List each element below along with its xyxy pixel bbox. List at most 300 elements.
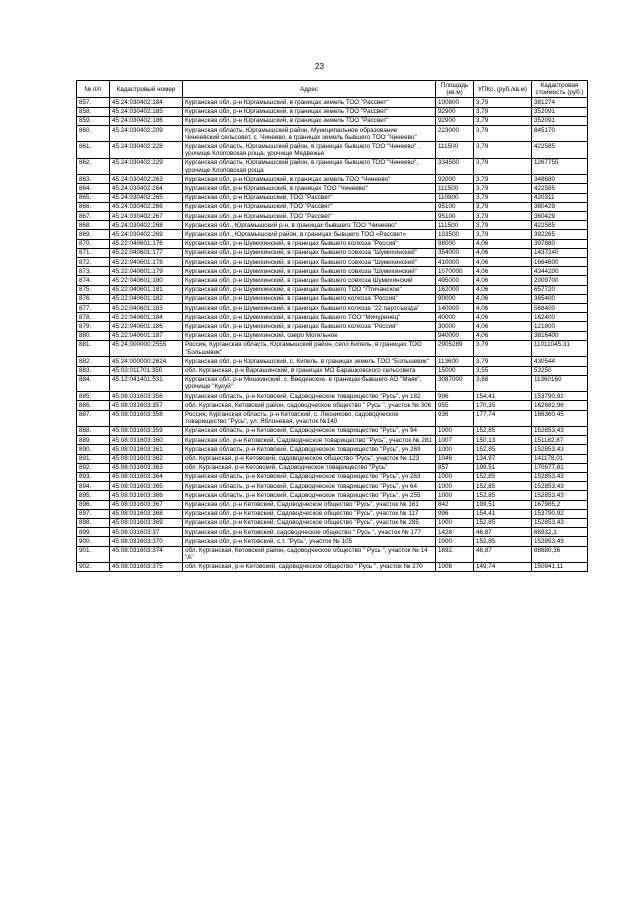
cell-upks: 3,79 [474,142,532,158]
cell-cadastral-number: 45:22:040601:186 [110,322,183,331]
cell-area: 1000 [436,482,474,491]
table-row [77,426,588,435]
cell-upks: 4,06 [474,304,532,313]
cell-area: 1000 [436,445,474,454]
cell-number: 863. [77,175,110,184]
cell-number: 865. [77,193,110,202]
table-row [77,491,588,500]
cell-address: Курганская обл, р-н Шумихинский, в границах бывшего совхоза Шумихинский [183,276,436,285]
cell-number: 899. [77,528,110,537]
cell-upks: 152,85 [474,518,532,527]
cell-upks: 3,79 [474,126,532,142]
page-number: 23 [315,62,324,71]
table-row [77,285,588,294]
cell-number: 897. [77,509,110,518]
cell-number: 888. [77,426,110,435]
table-row [77,175,588,184]
cell-number: 862. [77,158,110,174]
cell-address: Курганская обл, р-н Кетовский, Садоводческое общество "Русь", участок № 117 [183,509,436,518]
cell-number: 858. [77,107,110,116]
cell-address: Курганская обл, р-н Юргамышский, в границах земель ТОО "Чинеево" [183,175,436,184]
cell-upks: 3,79 [474,116,532,125]
cell-cadastral-cost: 397880 [532,239,588,248]
table-row [77,463,588,472]
cell-cadastral-number: 45:03:011701:350 [110,366,183,375]
cell-address: Курганская обл, р-н Шумихинский, в границах бывшего совхоза "Шумихинский" [183,267,436,276]
cell-number: 857. [77,98,110,107]
cell-address: Курганская область, Юргамышский район, в границах бывшего ТОО "Чинеево" , урочище Клоповская роща, урочище Медвежье [183,142,436,158]
cell-number: 867. [77,212,110,221]
table-row [77,445,588,454]
cell-upks: 177,74 [474,410,532,426]
cell-area: 100800 [436,98,474,107]
cell-upks: 3,79 [474,175,532,184]
cell-address: Курганская область, р-н Кетовский, Садоводческое товарищество "Русь", уч 64 [183,482,436,491]
cell-cadastral-number: 45:22:040601:183 [110,304,183,313]
cell-cadastral-cost: 381274 [532,98,588,107]
table-row [77,357,588,366]
cell-cadastral-cost: 422585 [532,221,588,230]
cell-cadastral-cost: 121800 [532,322,588,331]
cell-upks: 46,87 [474,546,532,562]
cell-address: Курганская обл, р-н Юргамышский, в границах земель ТОО "Рассвет" [183,98,436,107]
cell-upks: 3,79 [474,230,532,239]
cell-address: Курганская область, р-н Кетовский, Садоводческое товарищество "Русь", уч 94 [183,426,436,435]
cell-cadastral-number: 45:24:030402:209 [110,126,183,142]
table-row [77,436,588,445]
cell-area: 1000 [436,491,474,500]
header-upks: УПКс. (руб./кв.м) [474,81,532,98]
cell-cadastral-cost: 4344200 [532,267,588,276]
cell-number: 874. [77,276,110,285]
cell-cadastral-number: 45:08:031603:363 [110,463,183,472]
cell-number: 885. [77,392,110,401]
cell-area: 103500 [436,230,474,239]
cell-area: 857 [436,463,474,472]
cell-upks: 149,74 [474,562,532,571]
cell-area: 996 [436,392,474,401]
table-row [77,158,588,174]
cell-address: Курганская обл, р-н Юргамышский, ТОО "Рассвет" [183,202,436,211]
cell-area: 111500 [436,221,474,230]
table-row [77,212,588,221]
cell-cadastral-number: 45:08:031603:358 [110,410,183,426]
cell-number: 891. [77,454,110,463]
cell-number: 864. [77,184,110,193]
cell-address: Курганская обл, р-н Юргамышский, в границах земель ТОО "Рассвет" [183,116,436,125]
cell-upks: 152,85 [474,472,532,481]
cell-number: 879. [77,322,110,331]
cell-cadastral-cost: 568400 [532,304,588,313]
cell-cadastral-number: 45:22:040601:177 [110,248,183,257]
table-row [77,107,588,116]
cell-upks: 4,06 [474,248,532,257]
cell-address: Курганская обл, р-н Кетовский, садоводческое общество " Русь ", участок № 177 [183,528,436,537]
table-row [77,116,588,125]
cell-upks: 4,06 [474,285,532,294]
cell-address: Курганская обл, р-н Шумихинский, в границах бывшего ТОО "Птичанское" [183,285,436,294]
cell-upks: 3,79 [474,202,532,211]
cell-cadastral-number: 45:08:031603:370 [110,537,183,546]
cell-cadastral-cost: 152853,43 [532,482,588,491]
cell-address: Россия, Курганская область, р-н Кетовский, с. Лесниково, садоводческое товарищество "Русь", ул. Яблоневая, участок №140 [183,410,436,426]
cell-address: Курганская обл, р-н Юргамышский, в границах ТОО "Чинеево" [183,184,436,193]
cell-address: Курганская область, р-н Кетовский, Садоводческое товарищество "Русь", уч 269 [183,445,436,454]
cell-upks: 134,97 [474,454,532,463]
cell-cadastral-number: 45:12:041401:531 [110,375,183,391]
table-row [77,248,588,257]
cell-number: 887. [77,410,110,426]
cell-cadastral-cost: 162682,96 [532,401,588,410]
cell-number: 895. [77,491,110,500]
cell-cadastral-number: 45:08:031603:368 [110,509,183,518]
cell-address: Курганская область, р-н Кетовский, Садоводческое товарищество "Русь", уч 263 [183,472,436,481]
cell-area: 90000 [436,294,474,303]
cell-upks: 4,06 [474,276,532,285]
table-row [77,258,588,267]
cell-upks: 3,79 [474,158,532,174]
cell-cadastral-number: 45:08:031603:359 [110,426,183,435]
cell-area: 1046 [436,454,474,463]
cell-number: 890. [77,445,110,454]
cell-upks: 3,68 [474,375,532,391]
table-row [77,375,588,391]
table-row [77,230,588,239]
cell-upks: 3,55 [474,366,532,375]
table-row [77,276,588,285]
cell-cadastral-cost: 150941,11 [532,562,588,571]
header-cadastral-cost: Кадастровая стоимость (руб.) [532,81,588,98]
cell-cadastral-cost: 152853,43 [532,537,588,546]
cell-cadastral-number: 45:22:040601:184 [110,313,183,322]
cell-address: Курганская обл, р-н Шумихинский, в границах бывшего ТОО "Мичуринец" [183,313,436,322]
table-row [77,184,588,193]
header-address: Адрес [183,81,436,98]
cell-area: 140000 [436,304,474,313]
cell-cadastral-number: 45:24:030402:229 [110,158,183,174]
cell-number: 892. [77,463,110,472]
cell-number: 900. [77,537,110,546]
cell-area: 1428 [436,528,474,537]
cell-upks: 3,79 [474,221,532,230]
cell-address: обл. Курганская, р-н Варгашинский, в границах МО Барашковского сельсовета [183,366,436,375]
cell-cadastral-number: 45:24:030402:269 [110,230,183,239]
cell-number: 871. [77,248,110,257]
table-row [77,322,588,331]
cell-cadastral-cost: 141178,01 [532,454,588,463]
table-row [77,126,588,142]
cell-cadastral-number: 45:24:030402:267 [110,212,183,221]
cell-upks: 4,06 [474,267,532,276]
cell-cadastral-cost: 420311 [532,193,588,202]
cell-cadastral-number: 45:24:030402:184 [110,98,183,107]
table-row [77,482,588,491]
cell-cadastral-number: 45:22:040601:179 [110,267,183,276]
cell-number: 859. [77,116,110,125]
cell-area: 940000 [436,331,474,340]
cell-address: Курганская обл, р-н Шумихинский, в границах бывшего колхоза "Россия" [183,239,436,248]
cell-upks: 199,51 [474,500,532,509]
cell-cadastral-number: 45:08:031603:360 [110,436,183,445]
table-row [77,304,588,313]
cell-area: 1000 [436,426,474,435]
cell-cadastral-cost: 66932,1 [532,528,588,537]
table-row [77,454,588,463]
cell-cadastral-cost: 3816400 [532,331,588,340]
cell-area: 95100 [436,202,474,211]
table-row [77,546,588,562]
cell-upks: 3,79 [474,340,532,356]
cell-upks: 152,85 [474,537,532,546]
cell-area: 2905289 [436,340,474,356]
cell-cadastral-cost: 153790,92 [532,509,588,518]
cell-address: Курганская обл, р-н Шумихинский, в границах бывшего совхоза "Шумихинский" [183,248,436,257]
cell-cadastral-number: 45:22:040601:180 [110,276,183,285]
cell-address: обл. Курганская, р-н Кетовский, садоводческое общество " Русь ", участок № 270 [183,562,436,571]
cell-cadastral-cost: 1437240 [532,248,588,257]
cell-cadastral-cost: 11360160 [532,375,588,391]
cell-address: Курганская область, р-н Кетовский, Садоводческое товарищество "Русь", уч 255 [183,491,436,500]
cell-address: Курганская обл., Юргамышский район, в границах бывшего ТОО «Рассвет» [183,230,436,239]
cell-number: 873. [77,267,110,276]
cell-area: 1892 [436,546,474,562]
table-row [77,410,588,426]
cell-address: обл. Курганская, Кетовский район, садоводческое общество " Русь ", участок № 14 "А" [183,546,436,562]
cell-number: 870. [77,239,110,248]
cell-cadastral-number: 45:24:000000:2555 [110,340,183,356]
table-row [77,193,588,202]
header-number: № п/п [77,81,110,98]
cadastral-table [76,80,588,572]
cell-cadastral-number: 45:08:031603:364 [110,472,183,481]
table-row [77,340,588,356]
cell-address: Курганская обл, р-н Шумихинский, в границах бывшего колхоза "Россия" [183,294,436,303]
cell-cadastral-cost: 422585 [532,142,588,158]
cell-area: 842 [436,500,474,509]
cell-upks: 170,35 [474,401,532,410]
cell-area: 354000 [436,248,474,257]
cell-area: 113600 [436,357,474,366]
cell-address: Курганская обл, р-н Мишкинский, с. Введенское, в границах бывшего АО "Маяк", урочище "Кукуй" [183,375,436,391]
cell-cadastral-cost: 1267755 [532,158,588,174]
cell-area: 955 [436,401,474,410]
cell-area: 936 [436,410,474,426]
cell-cadastral-number: 45:22:040601:187 [110,331,183,340]
cell-area: 495000 [436,276,474,285]
cell-upks: 154,41 [474,509,532,518]
cell-cadastral-cost: 360429 [532,202,588,211]
cell-address: Курганская область, р-н Кетовский, Садоводческое товарищество "Русь", уч 182 [183,392,436,401]
table-row [77,392,588,401]
table-row [77,562,588,571]
cell-address: Курганская обл, р-н Юргамышский, в границах земель ТОО "Рассвет" [183,107,436,116]
cell-area: 162000 [436,285,474,294]
cell-cadastral-number: 45:22:040601:182 [110,294,183,303]
cell-number: 880. [77,331,110,340]
cell-number: 902. [77,562,110,571]
cell-cadastral-cost: 152853,43 [532,426,588,435]
cell-upks: 152,85 [474,482,532,491]
cell-upks: 46,87 [474,528,532,537]
table-body [77,98,588,572]
table-row [77,537,588,546]
cell-area: 1000 [436,518,474,527]
table-row [77,518,588,527]
cell-cadastral-cost: 392265 [532,230,588,239]
cell-cadastral-cost: 657720 [532,285,588,294]
cell-area: 223000 [436,126,474,142]
cell-area: 1007 [436,436,474,445]
cell-cadastral-number: 45:08:031603:356 [110,392,183,401]
cell-cadastral-cost: 11011045,31 [532,340,588,356]
table-row [77,142,588,158]
cell-upks: 3,79 [474,184,532,193]
cell-number: 866. [77,202,110,211]
cell-cadastral-number: 45:08:031603:37 [110,528,183,537]
cell-number: 896. [77,500,110,509]
cell-upks: 4,06 [474,331,532,340]
cell-cadastral-number: 45:24:030402:186 [110,116,183,125]
cell-cadastral-number: 45:08:031603:369 [110,518,183,527]
cell-upks: 4,06 [474,294,532,303]
table-row [77,221,588,230]
table-row [77,202,588,211]
cell-area: 3087000 [436,375,474,391]
table-row [77,267,588,276]
cell-number: 884. [77,375,110,391]
cell-cadastral-number: 45:08:031603:375 [110,562,183,571]
cell-number: 872. [77,258,110,267]
table-row [77,472,588,481]
cell-cadastral-cost: 348680 [532,175,588,184]
table-row [77,366,588,375]
cell-area: 410000 [436,258,474,267]
cell-area: 98000 [436,239,474,248]
table-row [77,528,588,537]
cell-upks: 3,79 [474,212,532,221]
cell-cadastral-number: 45:22:040601:181 [110,285,183,294]
cell-address: обл. Курганская, р-н Кетовский, Садоводческое товарищество "Русь" [183,463,436,472]
cell-cadastral-cost: 152853,43 [532,491,588,500]
cell-number: 882. [77,357,110,366]
cell-number: 875. [77,285,110,294]
table-row [77,239,588,248]
cell-address: обл. Курганская, р-н Кетовский, садоводческое общество "Русь", участок № 123 [183,454,436,463]
cell-address: Курганская обл., Юргамышский р-н, в границах бывшего ТОО "Чинеево" [183,221,436,230]
cell-cadastral-number: 45:24:030402:268 [110,221,183,230]
table-row [77,509,588,518]
cell-address: Курганская обл, р-н Кетовский, с.т. "Русь", участок № 105 [183,537,436,546]
table-header-row [77,81,588,98]
cell-upks: 3,79 [474,357,532,366]
cell-number: 901. [77,546,110,562]
cell-cadastral-cost: 845170 [532,126,588,142]
cell-cadastral-number: 45:24:000000:2624 [110,357,183,366]
cell-address: Курганская обл, р-н Кетовский, Садоводческое общество "Русь", участок № 161 [183,500,436,509]
cell-address: Курганская обл, р-н Кетовский, Садоводческое общество "Русь", участок № 285 [183,518,436,527]
cell-area: 1008 [436,562,474,571]
cell-area: 996 [436,509,474,518]
cell-area: 92900 [436,107,474,116]
cell-area: 111500 [436,142,474,158]
cell-upks: 4,06 [474,258,532,267]
cell-address: Россия, Курганская область, Юргамышский район, село Кипель, в границах ТОО "Большевик" [183,340,436,356]
cell-number: 878. [77,313,110,322]
cell-address: Курганская обл, р-н Шумихинский, в границах бывшего совхоза "Шумихинский" [183,258,436,267]
cell-cadastral-cost: 152853,43 [532,472,588,481]
header-area: Площадь (кв.м) [436,81,474,98]
cell-number: 860. [77,126,110,142]
cell-cadastral-number: 45:08:031603:361 [110,445,183,454]
cell-number: 893. [77,472,110,481]
cell-cadastral-cost: 152853,43 [532,518,588,527]
cell-cadastral-cost: 360429 [532,212,588,221]
cell-address: Курганская обл, р-н Шумихинский, в границах бывшего колхоза "Россия" [183,322,436,331]
cell-area: 111500 [436,184,474,193]
cell-cadastral-cost: 1664600 [532,258,588,267]
cell-upks: 152,85 [474,491,532,500]
table-row [77,294,588,303]
cell-number: 877. [77,304,110,313]
cell-cadastral-number: 45:08:031603:366 [110,491,183,500]
cell-address: Курганская обл, р-н Юргамышский, ТОО "Рассвет" [183,193,436,202]
cell-cadastral-number: 45:22:040601:178 [110,258,183,267]
cell-address: Курганская область, Юргамышский район, в границах бывшего ТОО "Чинеево", урочище Клоповская роща [183,158,436,174]
cell-address: Курганская обл, р-н Юргамышский, ТОО "Рассвет" [183,212,436,221]
cell-number: 889. [77,436,110,445]
cell-cadastral-number: 45:24:030402:185 [110,107,183,116]
cell-number: 881. [77,340,110,356]
cell-area: 1000 [436,472,474,481]
cell-area: 30000 [436,322,474,331]
cell-cadastral-cost: 88680,36 [532,546,588,562]
cell-cadastral-number: 45:08:031603:365 [110,482,183,491]
cell-cadastral-number: 45:08:031603:367 [110,500,183,509]
cell-cadastral-cost: 430544 [532,357,588,366]
cell-address: Курганская область, Юргамышский район, Муниципальное образование Чинеевский сельсовет, с. Чинеево, в границах земель бывшего ТОО "Чинеево" [183,126,436,142]
cell-upks: 4,06 [474,313,532,322]
cell-address: обл. Курганская, Кетовский район, садоводческое общество " Русь ", участок № 306 [183,401,436,410]
cell-area: 1000 [436,537,474,546]
cell-cadastral-number: 45:24:030402:228 [110,142,183,158]
table-row [77,500,588,509]
cell-cadastral-cost: 422585 [532,184,588,193]
cell-upks: 4,06 [474,239,532,248]
cell-number: 869. [77,230,110,239]
cell-address: Курганская обл, р-н Шумихинский, в границах бывшего колхоза "22 партсъезда" [183,304,436,313]
cell-upks: 4,06 [474,322,532,331]
cell-number: 886. [77,401,110,410]
cell-upks: 199,51 [474,463,532,472]
cell-cadastral-cost: 352091 [532,116,588,125]
cell-upks: 3,79 [474,107,532,116]
table-row [77,313,588,322]
cell-cadastral-cost: 365400 [532,294,588,303]
cell-area: 15000 [436,366,474,375]
cell-cadastral-cost: 166360,45 [532,410,588,426]
cell-upks: 154,41 [474,392,532,401]
cell-cadastral-number: 45:24:030402:264 [110,184,183,193]
cell-upks: 3,79 [474,193,532,202]
cell-cadastral-number: 45:22:040601:176 [110,239,183,248]
cell-cadastral-number: 45:08:031603:362 [110,454,183,463]
cell-area: 95100 [436,212,474,221]
cell-cadastral-cost: 167985,2 [532,500,588,509]
table-row [77,331,588,340]
cell-number: 861. [77,142,110,158]
cell-number: 883. [77,366,110,375]
header-cadastral-number: Кадастровый номер [110,81,183,98]
